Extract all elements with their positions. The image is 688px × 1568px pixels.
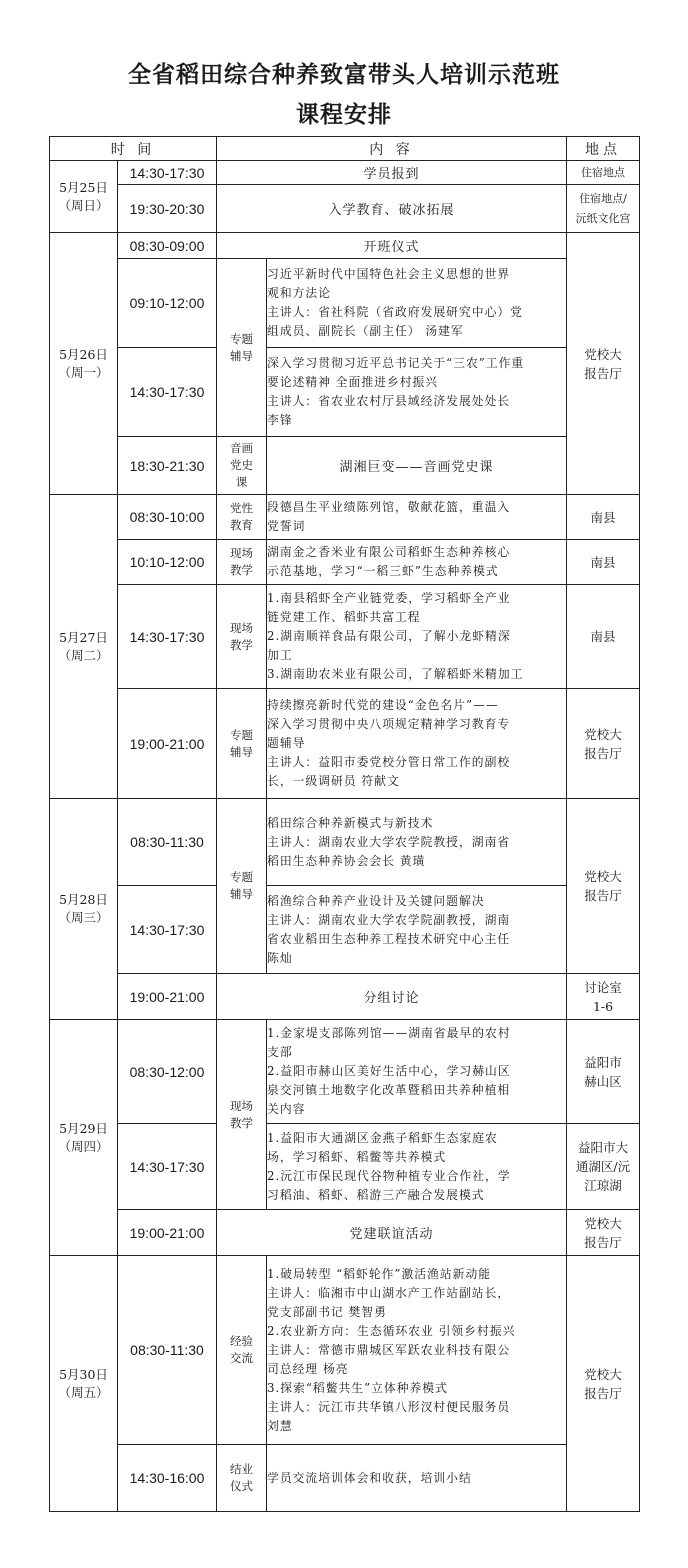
date-cell: 5月25日 （周日） <box>50 161 118 233</box>
table-row <box>50 540 640 585</box>
table-row <box>50 1210 640 1256</box>
content-cell: 1.破局转型 “稻虾轮作”激活渔站新动能 主讲人：临湘市中山湖水产工作站副站长， 党支部副书记 樊智勇 2.农业新方向：生态循环农业 引领乡村振兴 主讲人：常德市鼎城区军跃农业科技有限公 司总经理 杨亮 3.探索“稻鳖共生”立体种养模式 主讲人：沅江市共华镇八形汊村便民服务员 刘慧 <box>267 1256 567 1445</box>
header-location: 地点 <box>567 137 640 161</box>
type-cell: 专题 辅导 <box>217 259 267 437</box>
time-cell: 18:30-21:30 <box>118 437 217 495</box>
location-cell: 益阳市大 通湖区/沅 江琼湖 <box>567 1124 640 1210</box>
table-row <box>50 1445 640 1512</box>
content-cell: 1.金家堤支部陈列馆——湖南省最早的农村 支部 2.益阳市赫山区美好生活中心，学习赫山区 泉交河镇土地数字化改革暨稻田共养种植相 关内容 <box>267 1020 567 1124</box>
table-row <box>50 348 640 437</box>
location-cell: 住宿地点/ 沅纸文化宫 <box>567 185 640 233</box>
content-cell: 入学教育、破冰拓展 <box>217 185 567 233</box>
location-cell: 益阳市 赫山区 <box>567 1020 640 1124</box>
table-row <box>50 886 640 974</box>
table-row <box>50 585 640 689</box>
time-cell: 08:30-09:00 <box>118 233 217 259</box>
type-cell: 音画 党史 课 <box>217 437 267 495</box>
date-cell: 5月30日 （周五） <box>50 1256 118 1512</box>
table-row <box>50 799 640 886</box>
time-cell: 08:30-11:30 <box>118 1256 217 1445</box>
content-cell: 深入学习贯彻习近平总书记关于“三农”工作重 要论述精神 全面推进乡村振兴 主讲人：省农业农村厅县域经济发展处处长 李锋 <box>267 348 567 437</box>
location-cell: 党校大 报告厅 <box>567 1210 640 1256</box>
time-cell: 08:30-11:30 <box>118 799 217 886</box>
content-cell: 党建联谊活动 <box>217 1210 567 1256</box>
content-cell: 稻田综合种养新模式与新技术 主讲人：湖南农业大学农学院教授，湖南省 稻田生态种养协会会长 黄璜 <box>267 799 567 886</box>
time-cell: 14:30-16:00 <box>118 1445 217 1512</box>
header-time: 时 间 <box>50 137 217 161</box>
time-cell: 19:30-20:30 <box>118 185 217 233</box>
table-row <box>50 233 640 259</box>
time-cell: 19:00-21:00 <box>118 689 217 799</box>
content-cell: 开班仪式 <box>217 233 567 259</box>
content-cell: 1.益阳市大通湖区金燕子稻虾生态家庭农 场，学习稻虾、稻鳖等共养模式 2.沅江市保民现代谷物种植专业合作社，学 习稻油、稻虾、稻游三产融合发展模式 <box>267 1124 567 1210</box>
table-row <box>50 974 640 1020</box>
content-cell: 段德昌生平业绩陈列馆，敬献花篮，重温入 党誓词 <box>267 495 567 540</box>
time-cell: 14:30-17:30 <box>118 1124 217 1210</box>
table-row <box>50 259 640 348</box>
time-cell: 09:10-12:00 <box>118 259 217 348</box>
table-row <box>50 185 640 233</box>
type-cell: 现场 教学 <box>217 585 267 689</box>
location-cell: 党校大 报告厅 <box>567 799 640 974</box>
location-cell: 党校大 报告厅 <box>567 1256 640 1512</box>
header-row <box>50 137 640 161</box>
content-cell: 湖南金之香米业有限公司稻虾生态种养核心 示范基地，学习“一稻三虾”生态种养模式 <box>267 540 567 585</box>
header-content: 内 容 <box>217 137 567 161</box>
time-cell: 14:30-17:30 <box>118 161 217 185</box>
type-cell: 专题 辅导 <box>217 799 267 974</box>
table-row <box>50 1020 640 1124</box>
time-cell: 10:10-12:00 <box>118 540 217 585</box>
time-cell: 14:30-17:30 <box>118 585 217 689</box>
date-cell: 5月29日 （周四） <box>50 1020 118 1256</box>
type-cell: 现场 教学 <box>217 540 267 585</box>
content-cell: 1.南县稻虾全产业链党委，学习稻虾全产业 链党建工作、稻虾共富工程 2.湖南顺祥食品有限公司，了解小龙虾精深 加工 3.湖南助农米业有限公司，了解稻虾米精加工 <box>267 585 567 689</box>
location-cell: 党校大 报告厅 <box>567 233 640 495</box>
content-cell: 持续擦亮新时代党的建设“金色名片”—— 深入学习贯彻中央八项规定精神学习教育专 题辅导 主讲人：益阳市委党校分管日常工作的副校 长，一级调研员 符献文 <box>267 689 567 799</box>
content-cell: 湖湘巨变——音画党史课 <box>267 437 567 495</box>
time-cell: 19:00-21:00 <box>118 1210 217 1256</box>
page-subtitle: 课程安排 <box>296 102 392 128</box>
content-cell: 分组讨论 <box>217 974 567 1020</box>
table-row <box>50 495 640 540</box>
time-cell: 19:00-21:00 <box>118 974 217 1020</box>
date-cell: 5月26日 （周一） <box>50 233 118 495</box>
table-row <box>50 437 640 495</box>
location-cell: 讨论室 1-6 <box>567 974 640 1020</box>
content-cell: 习近平新时代中国特色社会主义思想的世界 观和方法论 主讲人：省社科院（省政府发展研究中心）党 组成员、副院长（副主任） 汤建军 <box>267 259 567 348</box>
location-cell: 南县 <box>567 540 640 585</box>
page-title: 全省稻田综合种养致富带头人培训示范班 <box>128 62 560 88</box>
content-cell: 稻渔综合种养产业设计及关键问题解决 主讲人：湖南农业大学农学院副教授，湖南 省农业稻田生态种养工程技术研究中心主任 陈灿 <box>267 886 567 974</box>
location-cell: 住宿地点 <box>567 161 640 185</box>
type-cell: 经验 交流 <box>217 1256 267 1445</box>
type-cell: 专题 辅导 <box>217 689 267 799</box>
location-cell: 南县 <box>567 585 640 689</box>
type-cell: 结业 仪式 <box>217 1445 267 1512</box>
content-cell: 学员交流培训体会和收获，培训小结 <box>267 1445 567 1512</box>
table-row <box>50 161 640 185</box>
type-cell: 现场 教学 <box>217 1020 267 1210</box>
time-cell: 08:30-12:00 <box>118 1020 217 1124</box>
time-cell: 08:30-10:00 <box>118 495 217 540</box>
content-cell: 学员报到 <box>217 161 567 185</box>
type-cell: 党性 教育 <box>217 495 267 540</box>
schedule-table <box>49 136 640 1512</box>
time-cell: 14:30-17:30 <box>118 886 217 974</box>
location-cell: 南县 <box>567 495 640 540</box>
location-cell: 党校大 报告厅 <box>567 689 640 799</box>
table-row <box>50 1124 640 1210</box>
table-row <box>50 689 640 799</box>
date-cell: 5月27日 （周二） <box>50 495 118 799</box>
table-row <box>50 1256 640 1445</box>
time-cell: 14:30-17:30 <box>118 348 217 437</box>
date-cell: 5月28日 （周三） <box>50 799 118 1020</box>
